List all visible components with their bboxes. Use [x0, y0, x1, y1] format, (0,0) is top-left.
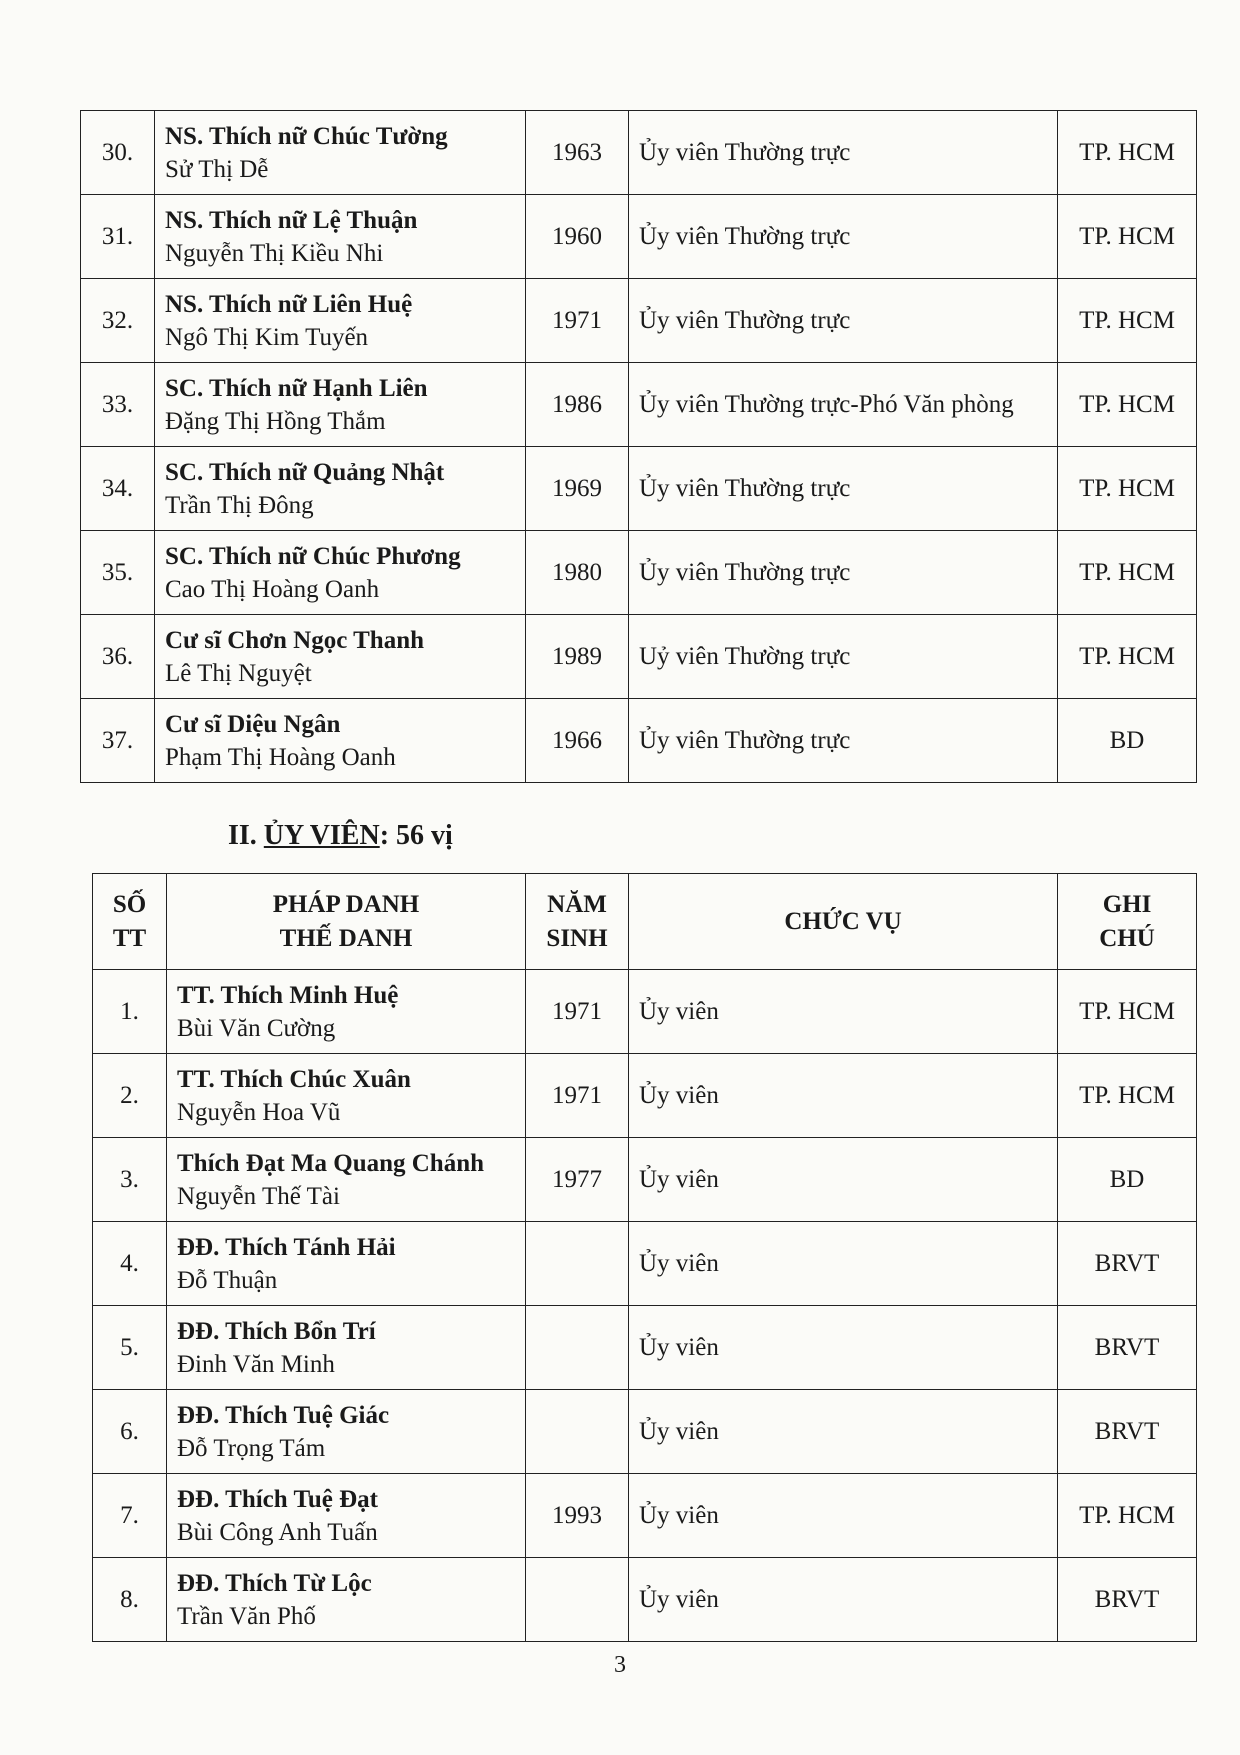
name-cell: [155, 111, 526, 195]
position: Ủy viên: [629, 1306, 1058, 1390]
header-year-line2: SINH: [546, 924, 608, 952]
row-number: 34.: [81, 447, 155, 531]
position: Ủy viên Thường trực: [629, 531, 1058, 615]
position: Ủy viên: [629, 1222, 1058, 1306]
name-cell: [155, 279, 526, 363]
dharma-name: ĐĐ. Thích Bổn Trí: [177, 1317, 376, 1345]
page-number: 3: [614, 1652, 626, 1678]
lay-name: Lê Thị Nguyệt: [165, 659, 312, 687]
standing-committee-table: [80, 110, 1197, 783]
name-cell: [167, 1138, 526, 1222]
dharma-name: SC. Thích nữ Quảng Nhật: [165, 458, 445, 486]
lay-name: Nguyễn Thị Kiều Nhi: [165, 239, 384, 267]
header-year: [526, 874, 629, 970]
table-row: [81, 111, 1197, 195]
position: Ủy viên Thường trực: [629, 447, 1058, 531]
note: BD: [1058, 699, 1197, 783]
row-number: 1.: [93, 970, 167, 1054]
note: TP. HCM: [1058, 363, 1197, 447]
table-row: [93, 1306, 1197, 1390]
note: BD: [1058, 1138, 1197, 1222]
position: Ủy viên: [629, 1054, 1058, 1138]
lay-name: Nguyễn Thế Tài: [177, 1182, 340, 1210]
header-no: [93, 874, 167, 970]
birth-year: 1989: [526, 615, 629, 699]
dharma-name: NS. Thích nữ Lệ Thuận: [165, 206, 418, 234]
dharma-name: NS. Thích nữ Chúc Tường: [165, 122, 448, 150]
row-number: 30.: [81, 111, 155, 195]
note: BRVT: [1058, 1558, 1197, 1642]
position: Ủy viên Thường trực-Phó Văn phòng: [629, 363, 1058, 447]
lay-name: Đỗ Thuận: [177, 1266, 278, 1294]
row-number: 36.: [81, 615, 155, 699]
section-title: [228, 820, 453, 852]
row-number: 8.: [93, 1558, 167, 1642]
row-number: 4.: [93, 1222, 167, 1306]
members-body: [93, 970, 1197, 1642]
section-count: : 56 vị: [379, 820, 453, 851]
note: TP. HCM: [1058, 195, 1197, 279]
dharma-name: ĐĐ. Thích Tuệ Đạt: [177, 1485, 378, 1513]
name-cell: [167, 1054, 526, 1138]
note: TP. HCM: [1058, 615, 1197, 699]
row-number: 7.: [93, 1474, 167, 1558]
name-cell: [167, 1306, 526, 1390]
dharma-name: SC. Thích nữ Chúc Phương: [165, 542, 461, 570]
note: TP. HCM: [1058, 1474, 1197, 1558]
lay-name: Trần Văn Phố: [177, 1602, 316, 1630]
lay-name: Nguyễn Hoa Vũ: [177, 1098, 341, 1126]
birth-year: 1966: [526, 699, 629, 783]
table-row: [93, 1138, 1197, 1222]
lay-name: Đinh Văn Minh: [177, 1350, 335, 1378]
lay-name: Ngô Thị Kim Tuyến: [165, 323, 369, 351]
position: Ủy viên Thường trực: [629, 111, 1058, 195]
row-number: 2.: [93, 1054, 167, 1138]
position: Ủy viên Thường trực: [629, 699, 1058, 783]
position: Ủy viên: [629, 1390, 1058, 1474]
lay-name: Trần Thị Đông: [165, 491, 314, 519]
position: Uỷ viên Thường trực: [629, 615, 1058, 699]
dharma-name: Cư sĩ Diệu Ngân: [165, 710, 341, 738]
name-cell: [155, 447, 526, 531]
lay-name: Phạm Thị Hoàng Oanh: [165, 743, 396, 771]
position: Ủy viên: [629, 970, 1058, 1054]
table-row: [81, 615, 1197, 699]
members-table: [92, 873, 1197, 1642]
birth-year: 1960: [526, 195, 629, 279]
lay-name: Sử Thị Dễ: [165, 155, 269, 183]
position: Ủy viên Thường trực: [629, 195, 1058, 279]
header-note: [1058, 874, 1197, 970]
members-header-row: [93, 874, 1197, 970]
table-row: [81, 531, 1197, 615]
birth-year: 1986: [526, 363, 629, 447]
lay-name: Cao Thị Hoàng Oanh: [165, 575, 380, 603]
header-position: CHỨC VỤ: [629, 874, 1058, 970]
standing-committee-body: [81, 111, 1197, 783]
row-number: 35.: [81, 531, 155, 615]
name-cell: [167, 1222, 526, 1306]
birth-year: 1993: [526, 1474, 629, 1558]
name-cell: [167, 1558, 526, 1642]
dharma-name: ĐĐ. Thích Từ Lộc: [177, 1569, 372, 1597]
dharma-name: Thích Đạt Ma Quang Chánh: [177, 1149, 485, 1177]
section-heading: ỦY VIÊN: [263, 820, 380, 851]
header-name-line2: THẾ DANH: [279, 924, 413, 952]
note: TP. HCM: [1058, 111, 1197, 195]
dharma-name: TT. Thích Chúc Xuân: [177, 1065, 411, 1093]
note: TP. HCM: [1058, 1054, 1197, 1138]
header-name: [167, 874, 526, 970]
table-row: [81, 699, 1197, 783]
dharma-name: ĐĐ. Thích Tánh Hải: [177, 1233, 396, 1261]
birth-year: [526, 1306, 629, 1390]
dharma-name: TT. Thích Minh Huệ: [177, 981, 399, 1009]
birth-year: 1977: [526, 1138, 629, 1222]
header-name-line1: PHÁP DANH: [272, 890, 420, 918]
name-cell: [155, 363, 526, 447]
header-note-line1: GHI: [1102, 890, 1152, 918]
birth-year: 1969: [526, 447, 629, 531]
table-row: [81, 363, 1197, 447]
table-row: [93, 1558, 1197, 1642]
row-number: 6.: [93, 1390, 167, 1474]
name-cell: [167, 970, 526, 1054]
dharma-name: SC. Thích nữ Hạnh Liên: [165, 374, 428, 402]
header-no-line2: TT: [112, 924, 147, 952]
birth-year: 1971: [526, 279, 629, 363]
note: BRVT: [1058, 1390, 1197, 1474]
lay-name: Đặng Thị Hồng Thắm: [165, 407, 386, 435]
name-cell: [155, 531, 526, 615]
row-number: 37.: [81, 699, 155, 783]
note: TP. HCM: [1058, 447, 1197, 531]
header-note-line2: CHÚ: [1099, 924, 1155, 952]
position: Ủy viên: [629, 1558, 1058, 1642]
row-number: 5.: [93, 1306, 167, 1390]
note: TP. HCM: [1058, 531, 1197, 615]
name-cell: [167, 1390, 526, 1474]
dharma-name: NS. Thích nữ Liên Huệ: [165, 290, 413, 318]
table-row: [81, 447, 1197, 531]
note: TP. HCM: [1058, 279, 1197, 363]
birth-year: [526, 1222, 629, 1306]
birth-year: 1971: [526, 1054, 629, 1138]
name-cell: [155, 615, 526, 699]
dharma-name: ĐĐ. Thích Tuệ Giác: [177, 1401, 390, 1429]
row-number: 3.: [93, 1138, 167, 1222]
table-row: [81, 195, 1197, 279]
position: Ủy viên: [629, 1138, 1058, 1222]
position: Ủy viên Thường trực: [629, 279, 1058, 363]
note: BRVT: [1058, 1222, 1197, 1306]
table-row: [81, 279, 1197, 363]
birth-year: 1971: [526, 970, 629, 1054]
section-prefix: II.: [228, 820, 264, 851]
row-number: 33.: [81, 363, 155, 447]
birth-year: [526, 1558, 629, 1642]
table-row: [93, 970, 1197, 1054]
table-row: [93, 1054, 1197, 1138]
header-no-line1: SỐ: [112, 890, 147, 918]
name-cell: [155, 699, 526, 783]
birth-year: [526, 1390, 629, 1474]
table-row: [93, 1222, 1197, 1306]
dharma-name: Cư sĩ Chơn Ngọc Thanh: [165, 626, 425, 654]
birth-year: 1963: [526, 111, 629, 195]
note: TP. HCM: [1058, 970, 1197, 1054]
table-row: [93, 1474, 1197, 1558]
birth-year: 1980: [526, 531, 629, 615]
lay-name: Bùi Văn Cường: [177, 1014, 336, 1042]
row-number: 31.: [81, 195, 155, 279]
name-cell: [155, 195, 526, 279]
note: BRVT: [1058, 1306, 1197, 1390]
header-year-line1: NĂM: [547, 890, 607, 918]
row-number: 32.: [81, 279, 155, 363]
table-row: [93, 1390, 1197, 1474]
lay-name: Đỗ Trọng Tám: [177, 1434, 326, 1462]
lay-name: Bùi Công Anh Tuấn: [177, 1518, 378, 1546]
name-cell: [167, 1474, 526, 1558]
position: Ủy viên: [629, 1474, 1058, 1558]
